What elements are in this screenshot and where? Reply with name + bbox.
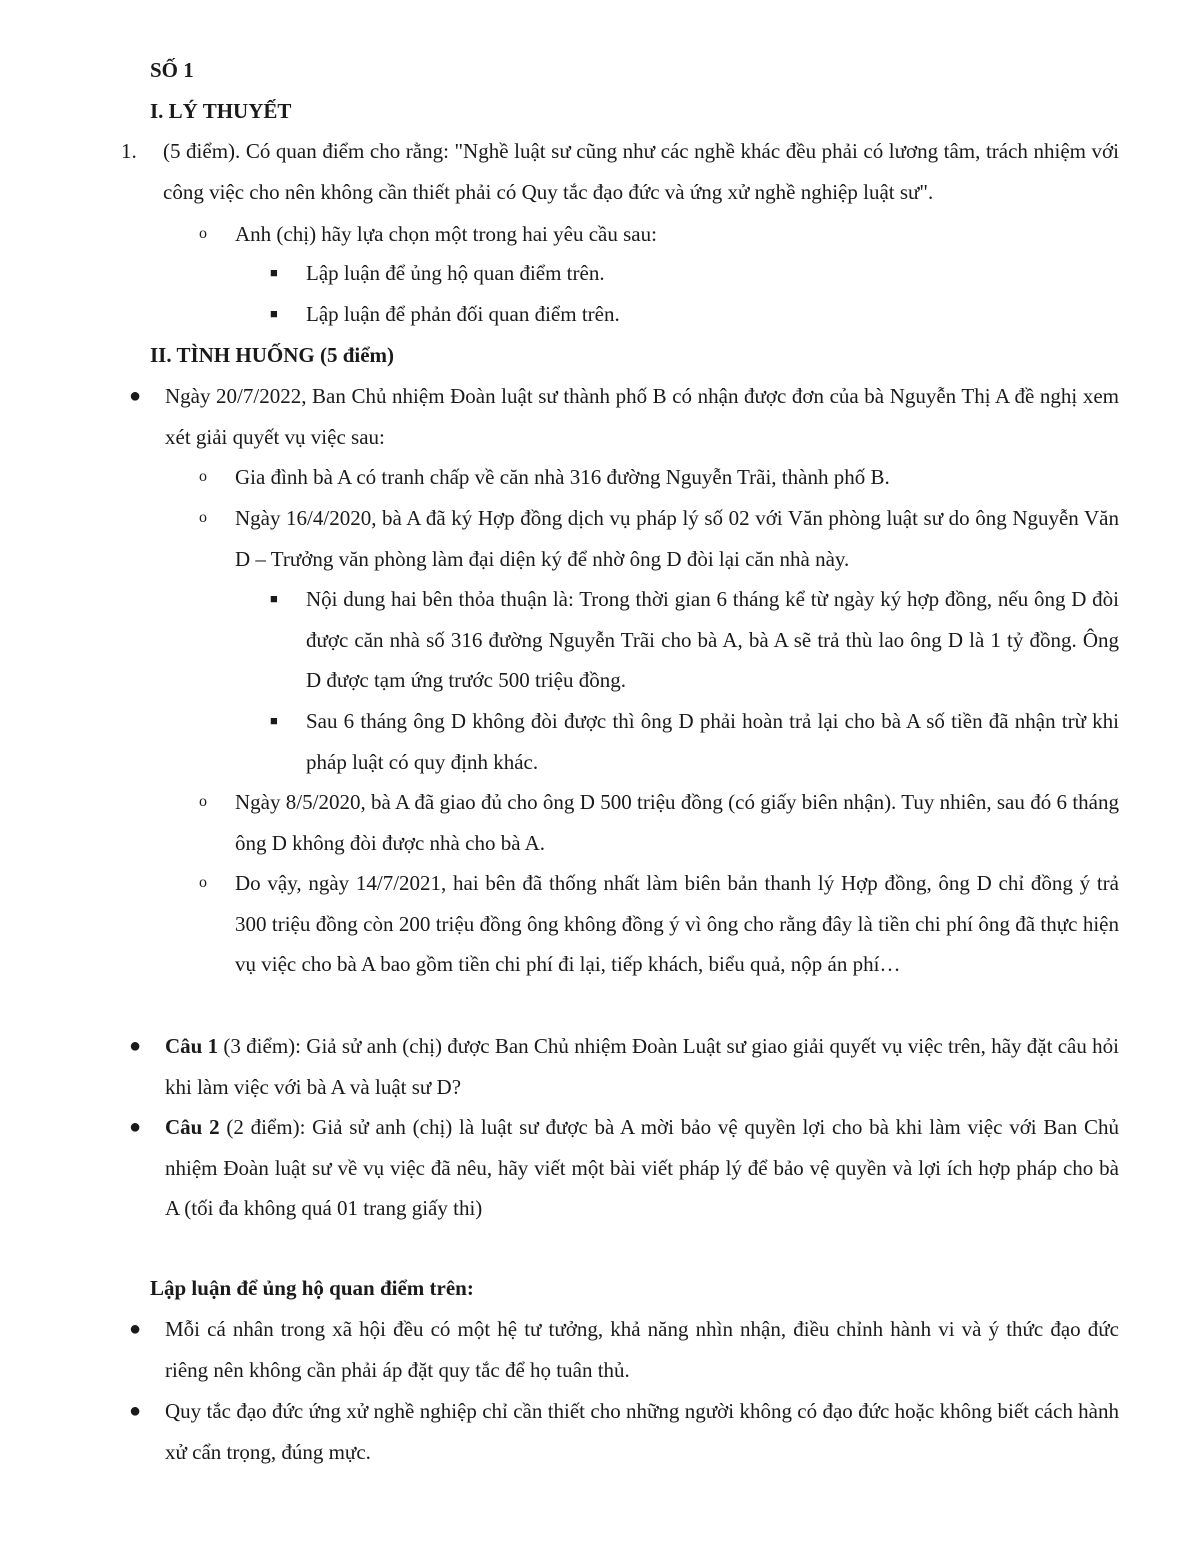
theory-option-oppose: Lập luận để phản đối quan điểm trên. — [306, 302, 620, 326]
bullet-icon: ● — [129, 1400, 142, 1422]
case-fact-2: Ngày 16/4/2020, bà A đã ký Hợp đồng dịch vụ pháp lý số 02 với Văn phòng luật sư do ông Nguyễn Văn D – Trưởng văn phòng làm đại diện ký để nhờ ông D đòi lại căn nhà này. — [235, 506, 1119, 571]
section-heading-theory: I. LÝ THUYẾT — [150, 99, 292, 123]
support-point-2: Quy tắc đạo đức ứng xử nghề nghiệp chỉ cần thiết cho những người không có đạo đức hoặc không biết cách hành xử cẩn trọng, đúng mực. — [165, 1399, 1119, 1464]
bullet-icon: ● — [129, 1318, 142, 1340]
case-question-1 — [165, 1026, 1119, 1107]
contract-term-1: Nội dung hai bên thỏa thuận là: Trong thời gian 6 tháng kể từ ngày ký hợp đồng, nếu ông D đòi được căn nhà số 316 đường Nguyễn Trãi cho bà A, bà A sẽ trả thù lao ông D là 1 tỷ đồng. Ông D được tạm ứng trước 500 triệu đồng. — [306, 587, 1119, 692]
square-bullet-icon: ■ — [270, 591, 278, 606]
theory-option-support: Lập luận để ủng hộ quan điểm trên. — [306, 261, 605, 285]
circle-bullet-icon: o — [199, 509, 207, 526]
bullet-icon: ● — [129, 1035, 142, 1057]
section-heading-case: II. TÌNH HUỐNG (5 điểm) — [150, 343, 395, 367]
support-point-1: Mỗi cá nhân trong xã hội đều có một hệ tư tưởng, khả năng nhìn nhận, điều chỉnh hành vi và ý thức đạo đức riêng nên không cần phải áp đặt quy tắc để họ tuân thủ. — [165, 1317, 1119, 1382]
list-number: 1. — [121, 139, 137, 163]
case-fact-3: Ngày 8/5/2020, bà A đã giao đủ cho ông D 500 triệu đồng (có giấy biên nhận). Tuy nhiên, sau đó 6 tháng ông D không đòi được nhà cho bà A. — [235, 790, 1119, 855]
doc-title: SỐ 1 — [150, 58, 194, 82]
square-bullet-icon: ■ — [270, 265, 278, 280]
square-bullet-icon: ■ — [270, 713, 278, 728]
bullet-icon: ● — [129, 385, 142, 407]
theory-question-text: (5 điểm). Có quan điểm cho rằng: "Nghề luật sư cũng như các nghề khác đều phải có lương tâm, trách nhiệm với công việc cho nên không cần thiết phải có Quy tắc đạo đức và ứng xử nghề nghiệp luật sư". — [163, 139, 1119, 204]
circle-bullet-icon: o — [199, 874, 207, 891]
question-label: Câu 1 — [165, 1034, 219, 1058]
contract-term-2: Sau 6 tháng ông D không đòi được thì ông D phải hoàn trả lại cho bà A số tiền đã nhận trừ khi pháp luật có quy định khác. — [306, 709, 1119, 774]
bullet-icon: ● — [129, 1116, 142, 1138]
question-text: (3 điểm): Giả sử anh (chị) được Ban Chủ nhiệm Đoàn Luật sư giao giải quyết vụ việc trên, hãy đặt câu hỏi khi làm việc với bà A và luật sư D? — [165, 1034, 1119, 1099]
support-heading: Lập luận để ủng hộ quan điểm trên: — [150, 1276, 474, 1300]
theory-sub-item: Anh (chị) hãy lựa chọn một trong hai yêu cầu sau: — [235, 222, 657, 246]
square-bullet-icon: ■ — [270, 306, 278, 321]
case-intro: Ngày 20/7/2022, Ban Chủ nhiệm Đoàn luật sư thành phố B có nhận được đơn của bà Nguyễn Thị A đề nghị xem xét giải quyết vụ việc sau: — [165, 384, 1119, 449]
case-fact-1: Gia đình bà A có tranh chấp về căn nhà 316 đường Nguyễn Trãi, thành phố B. — [235, 465, 890, 489]
case-fact-4: Do vậy, ngày 14/7/2021, hai bên đã thống nhất làm biên bản thanh lý Hợp đồng, ông D chỉ đồng ý trả 300 triệu đồng còn 200 triệu đồng ông không đồng ý vì ông cho rằng đây là tiền chi phí ông đã thực hiện vụ việc cho bà A bao gồm tiền chi phí đi lại, tiếp khách, biểu quả, nộp án phí… — [235, 871, 1119, 976]
circle-bullet-icon: o — [199, 793, 207, 810]
question-label: Câu 2 — [165, 1115, 220, 1139]
circle-bullet-icon: o — [199, 225, 207, 242]
case-question-2 — [165, 1107, 1119, 1229]
circle-bullet-icon: o — [199, 468, 207, 485]
question-text: (2 điểm): Giả sử anh (chị) là luật sư được bà A mời bảo vệ quyền lợi cho bà khi làm việc với Ban Chủ nhiệm Đoàn luật sư về vụ việc đã nêu, hãy viết một bài viết pháp lý để bảo vệ quyền và lợi ích hợp pháp cho bà A (tối đa không quá 01 trang giấy thi) — [165, 1115, 1119, 1220]
